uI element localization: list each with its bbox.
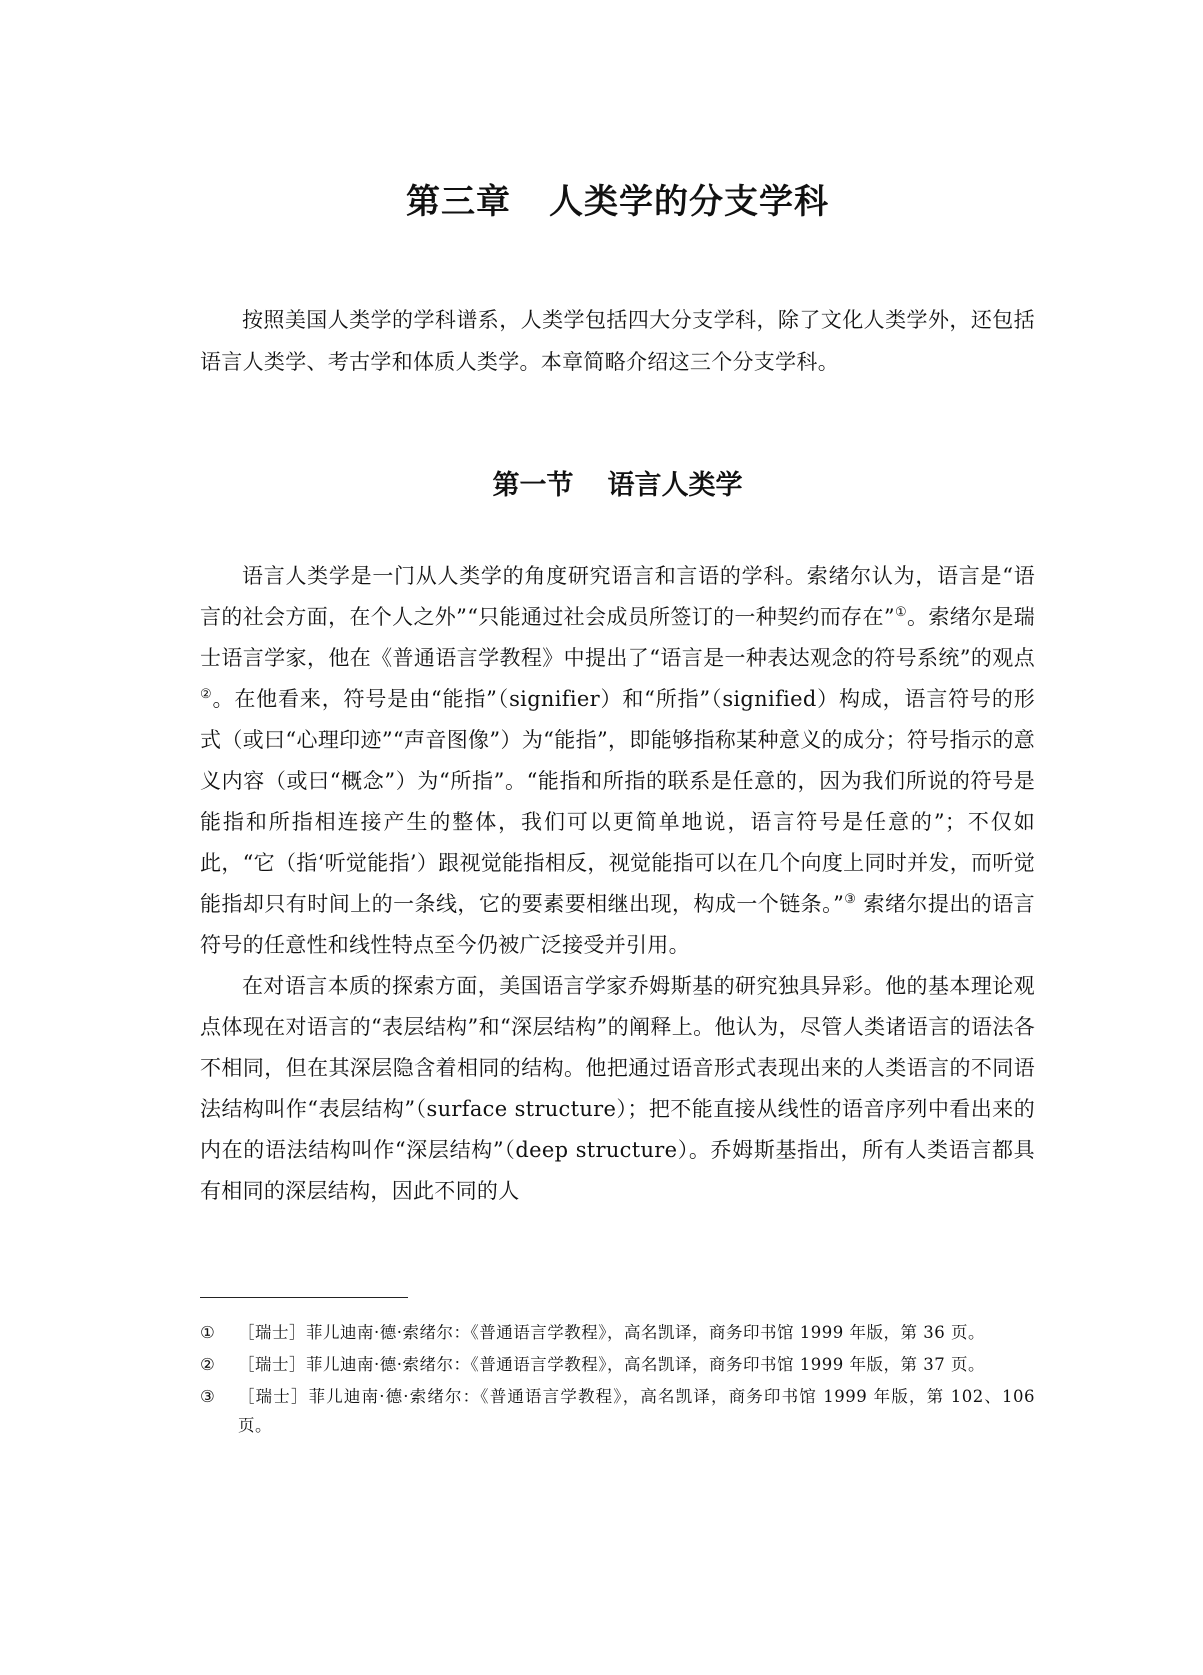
paragraph-text: 索绪尔提出的语言符号的任意性和线性特点至今仍被广泛接受并引用。 [200,892,1035,957]
footnote-ref-2[interactable]: ② [200,687,213,702]
section-number: 第一节 [492,470,574,501]
section-name: 语言人类学 [607,470,743,501]
paragraph-text: 。在他看来，符号是由“能指”（signifier）和“所指”（signified）构成，语言符号的形式（或曰“心理印迹”“声音图像”）为“能指”，即能够指称某种意义的成分；符号指示的意义内容（或曰“概念”）为“所指”。“能指和所指的联系是任意的，因为我们所说的符号是能指和所指相连接产生的整体，我们可以更简单地说，语言符号是任意的”；不仅如此，“它（指‘听觉能指’）跟视觉能指相反，视觉能指可以在几个向度上同时并发，而听觉能指却只有时间上的一条线，它的要素要相继出现，构成一个链条。” [200,687,1035,916]
footnote-text: ［瑞士］菲儿迪南·德·索绪尔：《普通语言学教程》，高名凯译，商务印书馆 1999 年版，第 37 页。 [238,1355,985,1374]
paragraph-text: 。索绪尔是瑞士语言学家，他在《普通语言学教程》中提出了“语言是一种表达观念的符号系统”的观点 [200,605,1036,670]
footnote-ref-3[interactable]: ③ [844,892,857,907]
footnotes [200,1318,1035,1443]
section-title [200,466,1035,506]
footnote-mark: ② [200,1355,216,1374]
intro-paragraph: 按照美国人类学的学科谱系，人类学包括四大分支学科，除了文化人类学外，还包括语言人类学、考古学和体质人类学。本章简略介绍这三个分支学科。 [200,308,1035,374]
chapter-intro [200,299,1035,383]
chapter-name: 人类学的分支学科 [549,182,829,222]
footnote-mark: ③ [200,1387,216,1406]
footnote-ref-1[interactable]: ① [894,605,907,620]
chapter-title [200,178,1035,226]
chapter-number: 第三章 [406,182,511,222]
document-page [200,0,1035,1675]
body-paragraph-1 [200,556,1035,966]
body-paragraph-2: 在对语言本质的探索方面，美国语言学家乔姆斯基的研究独具异彩。他的基本理论观点体现在对语言的“表层结构”和“深层结构”的阐释上。他认为，尽管人类诸语言的语法各不相同，但在其深层隐含着相同的结构。他把通过语音形式表现出来的人类语言的不同语法结构叫作“表层结构”（surface structure）；把不能直接从线性的语音序列中看出来的内在的语法结构叫作“深层结构”（deep structure）。乔姆斯基指出，所有人类语言都具有相同的深层结构，因此不同的人 [200,974,1035,1203]
footnote-text: ［瑞士］菲儿迪南·德·索绪尔：《普通语言学教程》，高名凯译，商务印书馆 1999 年版，第 102、106 页。 [238,1387,1035,1435]
paragraph-text: 语言人类学是一门从人类学的角度研究语言和言语的学科。索绪尔认为，语言是“语言的社会方面，在个人之外”“只能通过社会成员所签订的一种契约而存在” [200,564,1035,629]
section-body [200,556,1035,1212]
footnote-divider [200,1297,408,1298]
footnote [200,1318,1035,1347]
footnote-mark: ① [200,1323,216,1342]
footnote [200,1350,1035,1379]
footnote [200,1382,1035,1440]
footnote-text: ［瑞士］菲儿迪南·德·索绪尔：《普通语言学教程》，高名凯译，商务印书馆 1999 年版，第 36 页。 [238,1323,985,1342]
